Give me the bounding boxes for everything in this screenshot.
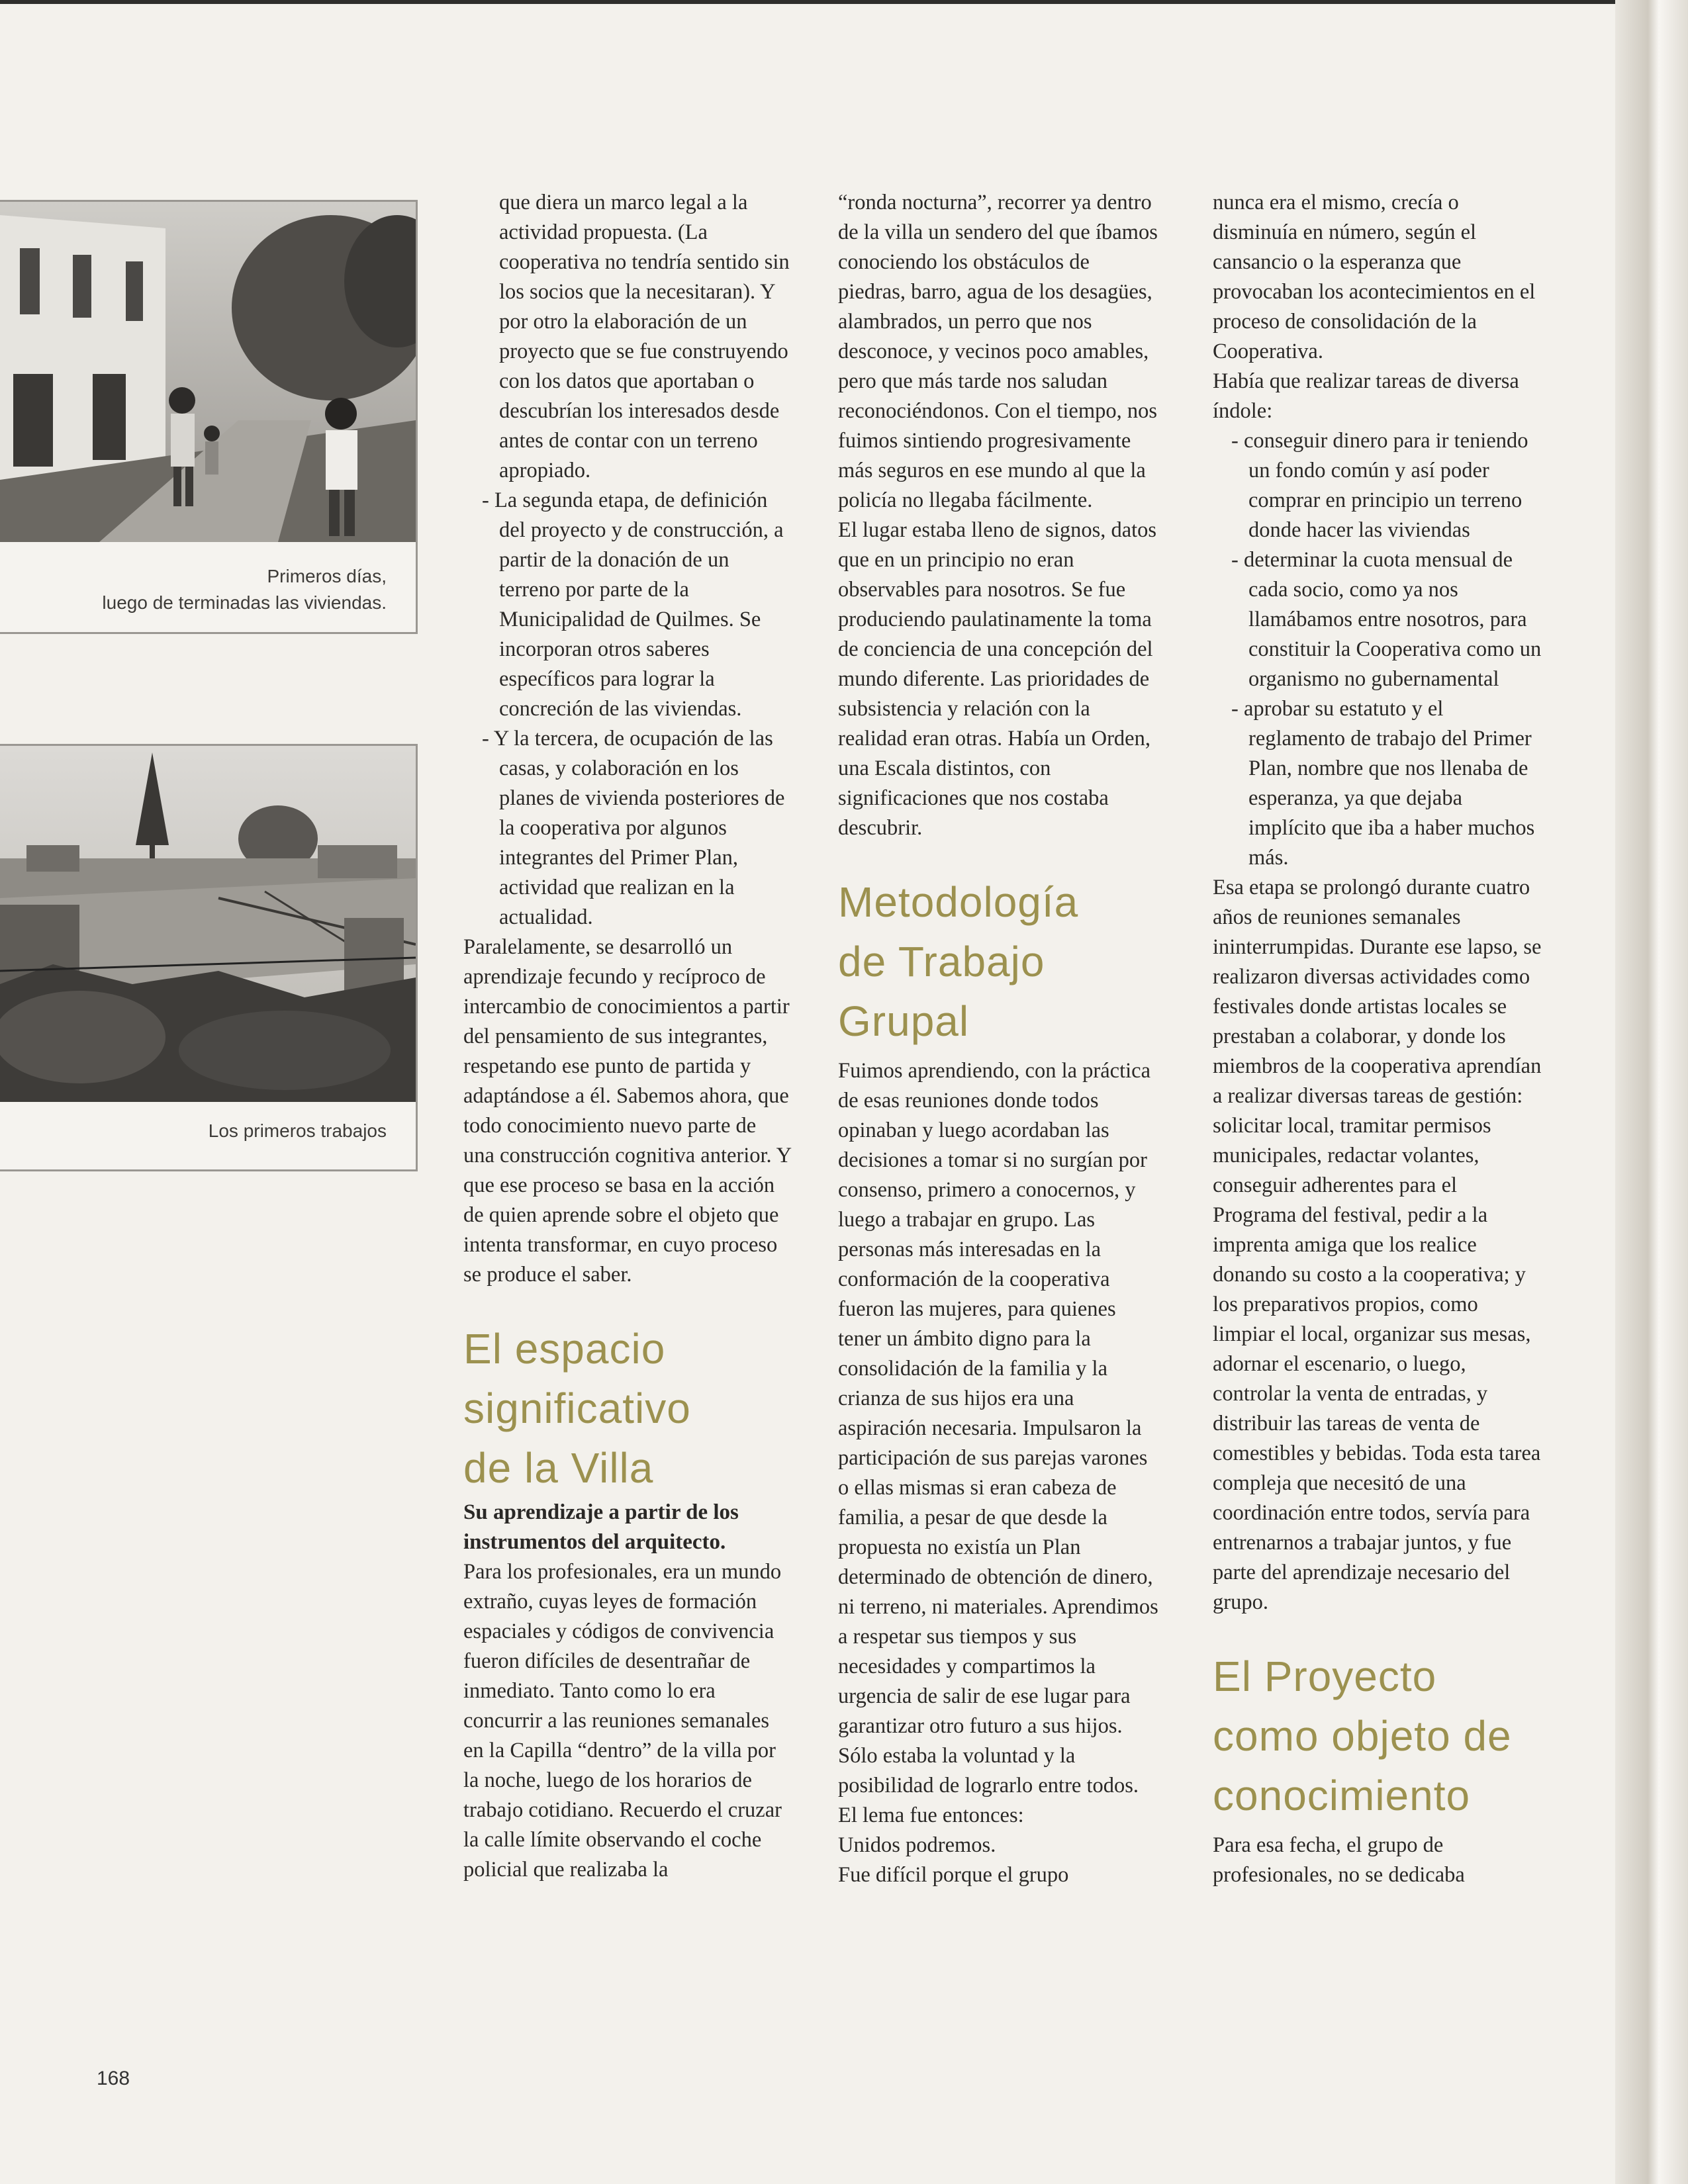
heading-line: El espacio (463, 1325, 666, 1373)
list-item: - aprobar su estatuto y el reglamento de trabajo del Primer Plan, nombre que nos llenaba de esperanza, ya que dejaba implícito que iba a haber muchos más. (1231, 697, 1535, 870)
section-heading-espacio (463, 1319, 792, 1498)
top-rule (0, 0, 1688, 4)
list-item: - La segunda etapa, de definición del proyecto y de construcción, a partir de la donación de un terreno por parte de la Municipalidad de Quilmes. Se incorporan otros saberes específicos para lograr la concreción de las viviendas. (482, 488, 784, 721)
caption-line: Los primeros trabajos (208, 1120, 387, 1141)
text-column-1 (463, 188, 792, 1885)
caption-line: Primeros días, (267, 566, 387, 586)
heading-line: conocimiento (1213, 1772, 1471, 1819)
text-column-2 (838, 188, 1160, 1890)
photo-box-first-days (0, 200, 418, 634)
section-heading-metodologia (838, 872, 1160, 1051)
lead-paragraph: Su aprendizaje a partir de los instrumentos del arquitecto. (463, 1500, 739, 1554)
photo-first-works (0, 746, 416, 1102)
heading-line: significativo (463, 1385, 691, 1432)
heading-line: como objeto de (1213, 1712, 1512, 1760)
heading-line: Metodología (838, 878, 1079, 926)
photo-box-first-works (0, 744, 418, 1171)
list-item: - Y la tercera, de ocupación de las casas, y colaboración en los planes de vivienda posteriores de la cooperativa por algunos integrantes del Primer Plan, actividad que realizan en la actualidad. (482, 727, 785, 929)
list-item: - conseguir dinero para ir teniendo un fondo común y así poder comprar en principio un terreno donde hacer las viviendas (1231, 429, 1528, 542)
photo-first-days (0, 202, 416, 542)
paragraph: El lugar estaba lleno de signos, datos que en un principio no eran observables para nosotros. Se fue produciendo paulatinamente la toma de conciencia de una concepción del mundo diferente. Las prioridades de subsistencia y relación con la realidad eran otras. Había un Orden, una Escala distintos, con significaciones que nos costaba descubrir. (838, 518, 1157, 840)
paragraph: Esa etapa se prolongó durante cuatro años de reuniones semanales ininterrumpidas. Durante ese lapso, se realizaron diversas actividades como festivales donde artistas locales se prestaban a colaborar, y donde los miembros de la cooperativa aprendían a realizar diversas tareas de gestión: solicitar local, tramitar permisos municipales, redactar volantes, conseguir adherentes para el Programa del festival, pedir a la imprenta amiga que los realice donando su costo a la cooperativa; y los preparativos propios, como limpiar el local, organizar sus mesas, adornar el escenario, o luego, controlar la venta de entradas, y distribuir las tareas de venta de comestibles y bebidas. Toda esta tarea compleja que necesitó de una coordinación entre todos, servía para entrenarnos a trabajar juntos, y fue parte del aprendizaje necesario del grupo. (1213, 876, 1542, 1614)
paragraph: Unidos podremos. (838, 1833, 996, 1857)
paragraph: Para esa fecha, el grupo de profesionales, no se dedicaba (1213, 1833, 1465, 1887)
paragraph: nunca era el mismo, crecía o disminuía en número, según el cansancio o la esperanza que provocaban los acontecimientos en el proceso de consolidación de la Cooperativa. (1213, 191, 1536, 363)
paragraph: Había que realizar tareas de diversa índole: (1213, 369, 1519, 423)
paragraph: Fuimos aprendiendo, con la práctica de esas reuniones donde todos opinaban y luego acordaban las decisiones a tomar si no surgían por consenso, primero a conocernos, y luego a trabajar en grupo. Las personas más interesadas en la conformación de la cooperativa fueron las mujeres, para quienes tener un ámbito digno para la consolidación de la familia y la crianza de sus hijos era una aspiración necesaria. Impulsaron la participación de sus parejas varones o ellas mismas si eran cabeza de familia, a pesar de que desde la propuesta no existía un Plan determinado de obtención de dinero, ni terreno, ni materiales. Aprendimos a respetar sus tiempos y sus necesidades y compartimos la urgencia de salir de ese lugar para garantizar otro futuro a sus hijos. Sólo estaba la voluntad y la posibilidad de lograrlo entre todos. (838, 1059, 1158, 1797)
paragraph: Paralelamente, se desarrolló un aprendizaje fecundo y recíproco de intercambio de conocimientos a partir del pensamiento de sus integrantes, respetando ese punto de partida y adaptándose a él. Sabemos ahora, que todo conocimiento nuevo parte de una construcción cognitiva anterior. Y que ese proceso se basa en la acción de quien aprende sobre el objeto que intenta transformar, en cuyo proceso se produce el saber. (463, 935, 791, 1287)
paragraph: El lema fue entonces: (838, 1803, 1024, 1827)
heading-line: de la Villa (463, 1444, 654, 1492)
text-column-3 (1213, 188, 1544, 1890)
paragraph: que diera un marco legal a la actividad propuesta. (La cooperativa no tendría sentido sin los socios que la necesitaran). Y por otro la elaboración de un proyecto que se fue construyendo con los datos que aportaban o descubrían los interesados desde antes de contar con un terreno apropiado. (499, 191, 790, 482)
page-number: 168 (97, 2068, 130, 2089)
section-heading-proyecto (1213, 1647, 1544, 1825)
photo-caption-first-days (102, 563, 387, 616)
list-item: - determinar la cuota mensual de cada socio, como ya nos llamábamos entre nosotros, para constituir la Cooperativa como un organismo no gubernamental (1231, 548, 1542, 691)
heading-line: de Trabajo (838, 938, 1045, 985)
photo-caption-first-works (209, 1118, 387, 1144)
heading-line: El Proyecto (1213, 1653, 1437, 1700)
heading-line: Grupal (838, 997, 970, 1045)
caption-line: luego de terminadas las viviendas. (102, 592, 387, 613)
paragraph: “ronda nocturna”, recorrer ya dentro de la villa un sendero del que íbamos conociendo los obstáculos de piedras, barro, agua de los desagües, alambrados, un perro que nos desconoce, y vecinos poco amables, pero que más tarde nos saludan reconociéndonos. Con el tiempo, nos fuimos sintiendo progresivamente más seguros en ese mundo al que la policía no llegaba fácilmente. (838, 191, 1158, 512)
paragraph: Para los profesionales, era un mundo extraño, cuyas leyes de formación espaciales y códigos de convivencia fueron difíciles de desentrañar de inmediato. Tanto como lo era concurrir a las reuniones semanales en la Capilla “dentro” de la villa por la noche, luego de los horarios de trabajo cotidiano. Recuerdo el cruzar la calle límite observando el coche policial que realizaba la (463, 1560, 782, 1882)
book-gutter-shadow (1615, 0, 1688, 2184)
paragraph: Fue difícil porque el grupo (838, 1863, 1069, 1887)
